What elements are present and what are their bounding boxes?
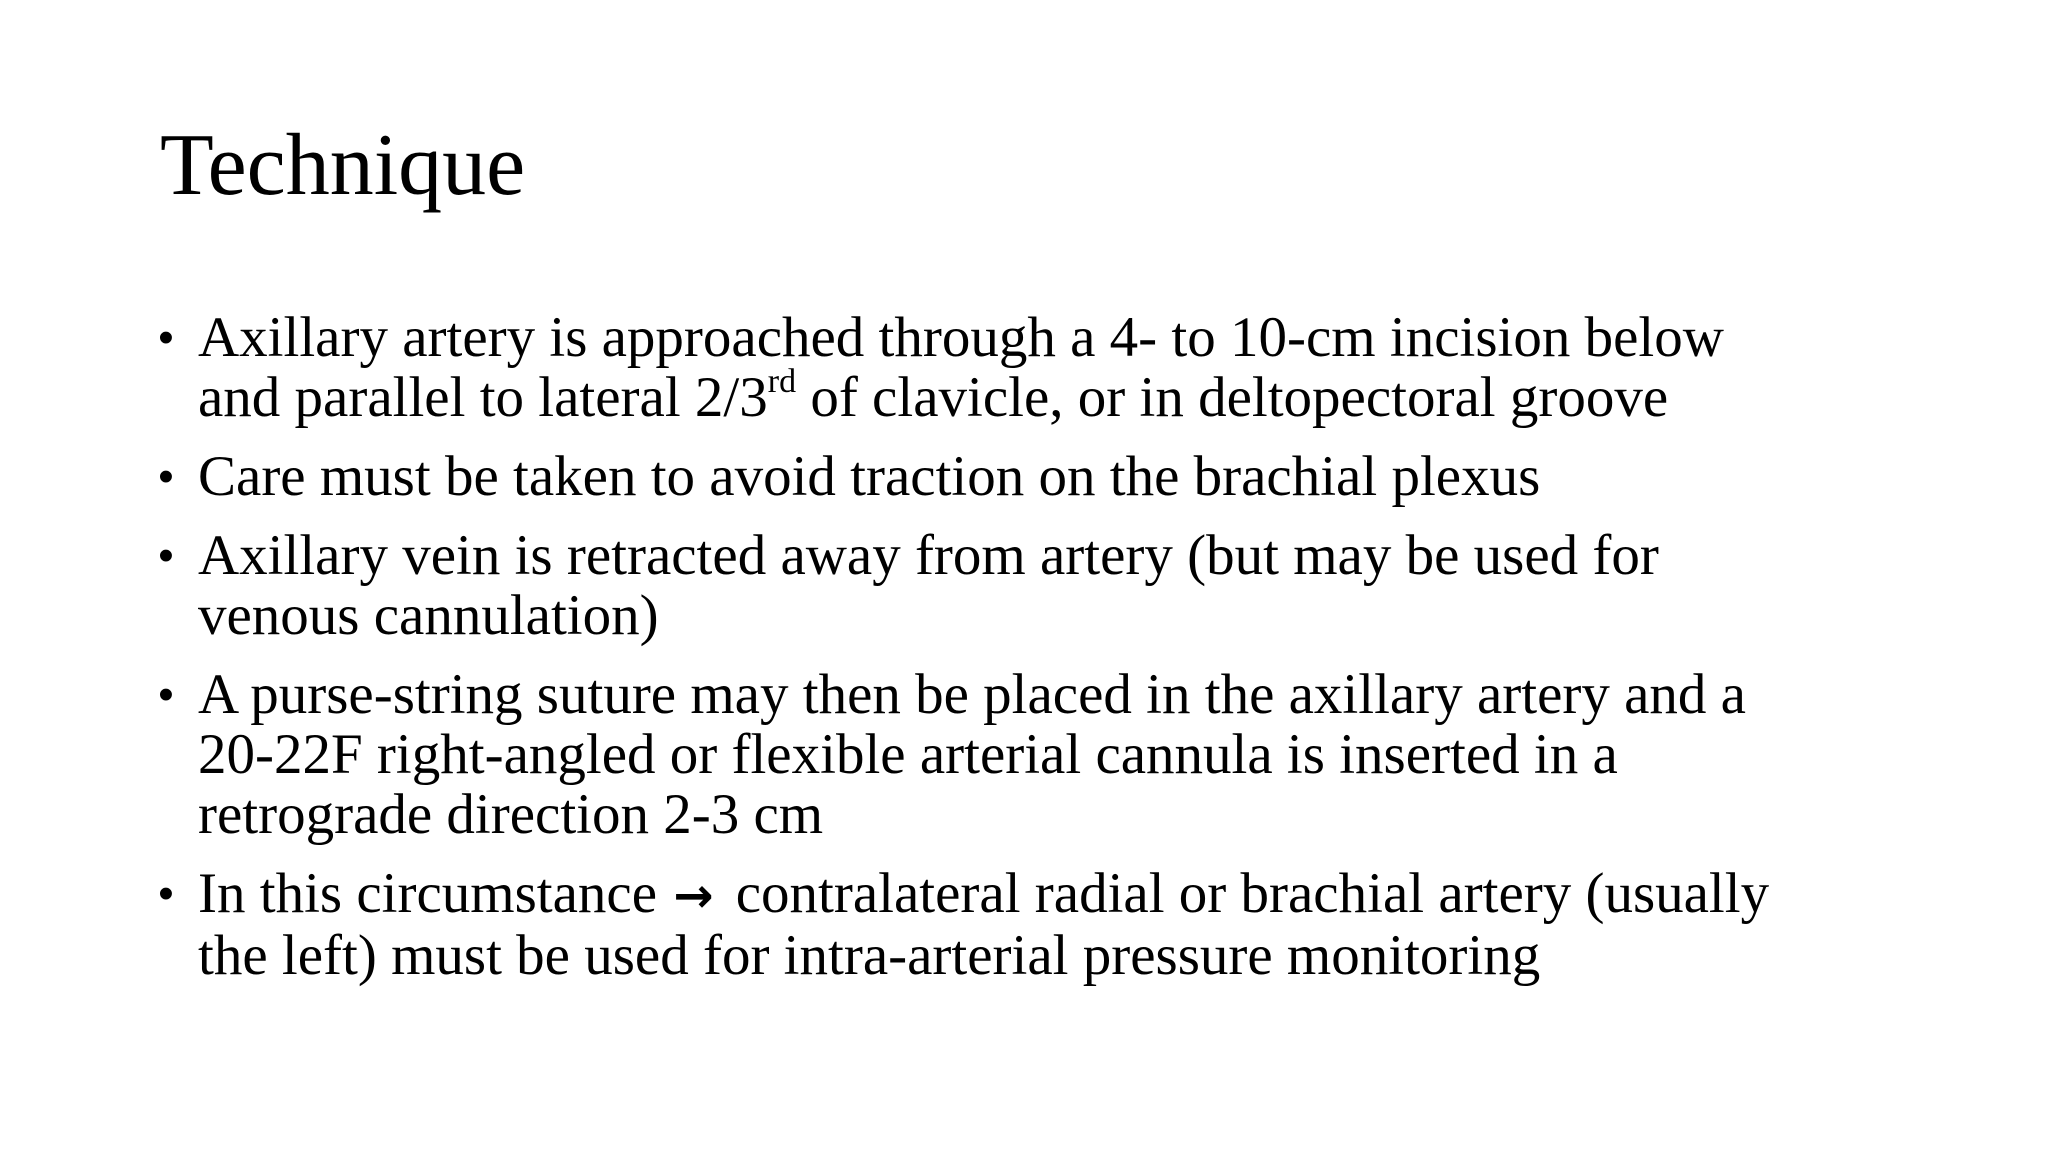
bullet-text-line: the left) must be used for intra-arterial pressure monitoring <box>198 924 1541 987</box>
bullet-text-line: Care must be taken to avoid traction on the brachial plexus <box>198 445 1541 508</box>
bullet-text-line: 20-22F right-angled or flexible arterial cannula is inserted in a <box>198 723 1618 786</box>
bullet-text-line: retrograde direction 2-3 cm <box>198 783 824 846</box>
superscript-text: rd <box>767 363 797 400</box>
bullet-text-line <box>198 363 1908 429</box>
bullet-text-line: Axillary artery is approached through a 4- to 10-cm incision below <box>198 306 1724 369</box>
bullet-item <box>148 526 1908 646</box>
bullet-item <box>148 308 1908 428</box>
bullet-item <box>148 864 1908 986</box>
bullet-text-fragment: and parallel to lateral 2/3 <box>198 366 768 429</box>
bullet-dot-icon: • <box>158 869 174 918</box>
bullet-text-line <box>198 864 1908 926</box>
bullet-text-line: Axillary vein is retracted away from artery (but may be used for <box>198 524 1659 587</box>
bullet-text-line: venous cannulation) <box>198 584 659 647</box>
bullet-dot-icon: • <box>158 313 174 362</box>
bullet-item <box>148 447 1908 507</box>
bullet-text-fragment: of clavicle, or in deltopectoral groove <box>796 366 1669 429</box>
bullet-item <box>148 665 1908 845</box>
bullet-text-line: A purse-string suture may then be placed in the axillary artery and a <box>198 663 1746 726</box>
slide-title: Technique <box>160 117 526 214</box>
bullet-list <box>148 308 1908 1005</box>
bullet-text-fragment: In this circumstance <box>198 862 672 925</box>
bullet-dot-icon: • <box>158 452 174 501</box>
bullet-dot-icon: • <box>158 670 174 719</box>
right-arrow-icon: → <box>673 868 714 924</box>
bullet-text-fragment: contralateral radial or brachial artery (usually <box>721 862 1770 925</box>
bullet-dot-icon: • <box>158 531 174 580</box>
